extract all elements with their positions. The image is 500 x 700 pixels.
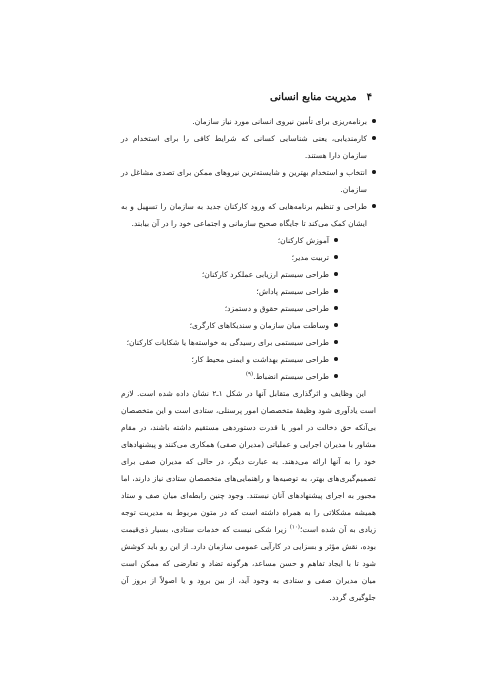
sub-bullet-item: آموزش کارکنان؛ bbox=[121, 232, 338, 249]
sub-bullet-item: طراحی سیستمی برای رسیدگی به خواسته‌ها یا شکایات کارکنان؛ bbox=[121, 334, 338, 351]
sub-bullet-list bbox=[121, 232, 376, 385]
sub-bullet-item: تربیت مدیر؛ bbox=[121, 249, 338, 266]
body-paragraph bbox=[121, 385, 376, 606]
main-bullet-item: برنامه‌ریزی برای تأمین نیروی انسانی مورد نیاز سازمان. bbox=[121, 113, 376, 130]
main-bullet-item: طراحی و تنظیم برنامه‌هایی که ورود کارکنان جدید به سازمان را تسهیل و به ایشان کمک می‌کند تا جایگاه صحیح سازمانی و اجتماعی خود را در آن بیابند. bbox=[121, 198, 376, 232]
sub-bullet-text: طراحی سیستم انضباط. bbox=[253, 372, 329, 381]
footnote-ref-10: (۱۰) bbox=[289, 524, 300, 531]
paragraph-text-2: زیرا شکی نیست که خدمات ستادی، بسیار ذی‌قیمت بوده، نقش مؤثر و بسزایی در کارآیی عمومی سازمان دارد. از این رو باید کوشش شود تا با ایجاد تفاهم و حسن مساعد، هرگونه تضاد و تعارضی که ممکن است میان مدیران صفی و ستادی به وجود آید، از بین برود و یا اصولاً از بروز آن جلوگیری گردد. bbox=[121, 525, 376, 602]
running-title: مدیریت منابع انسانی bbox=[269, 92, 357, 103]
page-number: ۴ bbox=[366, 92, 372, 103]
sub-bullet-item: طراحی سیستم حقوق و دستمزد؛ bbox=[121, 300, 338, 317]
paragraph-text-1: این وظایف و اثرگذاری متقابل آنها در شکل ۱ـ۲ نشان داده شده است. لازم است یادآوری شود وظیفهٔ متخصصان امور پرسنلی، ستادی است و این متخصصان بی‌آنکه حق دخالت در امور یا قدرت دستوردهی مستقیم داشته باشند، در مقام مشاور با مدیران اجرایی و عملیاتی (مدیران صفی) همکاری می‌کنند و پیشنهادهای خود را به آنها ارائه می‌دهند. به عبارت دیگر، در حالی که مدیران صفی برای تصمیم‌گیری‌های بهتر، به توصیه‌ها و راهنمایی‌های متخصصان ستادی نیاز دارند، اما مجبور به اجرای پیشنهادهای آنان نیستند. وجود چنین رابطه‌ای میان صف و ستاد همیشه مشکلاتی را به همراه داشته است که در متون مربوط به مدیریت توجه زیادی به آن شده است؛ bbox=[121, 389, 376, 534]
sub-bullet-item-discipline bbox=[121, 368, 338, 385]
sub-bullet-item: طراحی سیستم پاداش؛ bbox=[121, 283, 338, 300]
sub-bullet-item: طراحی سیستم ارزیابی عملکرد کارکنان؛ bbox=[121, 266, 338, 283]
main-bullet-list bbox=[121, 113, 376, 232]
running-header bbox=[270, 92, 372, 103]
main-bullet-item: کارمندیابی، یعنی شناسایی کسانی که شرایط کافی را برای استخدام در سازمان دارا هستند. bbox=[121, 130, 376, 164]
main-bullet-item: انتخاب و استخدام بهترین و شایسته‌ترین نیروهای ممکن برای تصدی مشاغل در سازمان. bbox=[121, 164, 376, 198]
sub-bullet-item: وساطت میان سازمان و سندیکاهای کارگری؛ bbox=[121, 317, 338, 334]
sub-bullet-item: طراحی سیستم بهداشت و ایمنی محیط کار؛ bbox=[121, 351, 338, 368]
page-content bbox=[121, 113, 376, 606]
footnote-ref-9: (۹) bbox=[245, 371, 254, 378]
